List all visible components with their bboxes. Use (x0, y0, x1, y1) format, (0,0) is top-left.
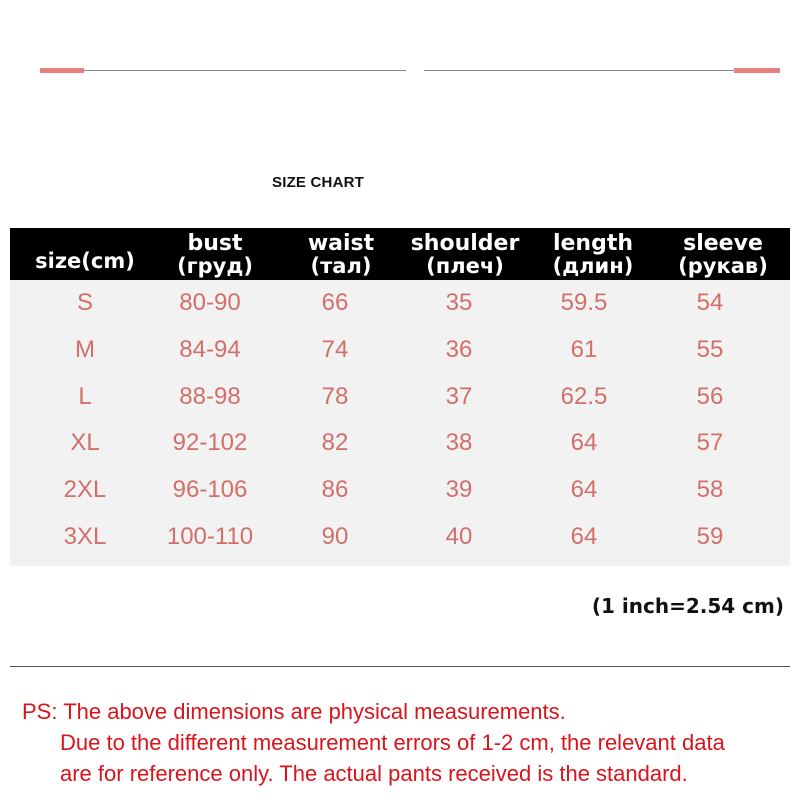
header-waist-ru: (тал) (310, 254, 372, 278)
cell-size: 2XL (63, 476, 107, 503)
cell-size: XL (70, 429, 100, 456)
table-header (10, 228, 790, 280)
cell-length: 64 (570, 429, 598, 456)
cell-size: M (75, 336, 95, 363)
ps-line-3: are for reference only. The actual pants received is the standard. (60, 761, 688, 786)
table-row (10, 280, 790, 326)
cell-sleeve: 58 (696, 476, 724, 503)
cell-length: 59.5 (560, 289, 608, 316)
header-sleeve (658, 228, 788, 280)
header-sleeve-ru: (рукав) (678, 254, 768, 278)
cell-waist: 90 (321, 523, 349, 550)
header-shoulder-ru: (плеч) (426, 254, 504, 278)
decor-bar-left (40, 68, 84, 73)
header-length (528, 228, 658, 280)
cell-bust: 92-102 (172, 429, 248, 456)
table-row (10, 467, 790, 513)
cell-shoulder: 36 (445, 336, 473, 363)
table-row (10, 420, 790, 466)
cell-size: S (76, 289, 93, 316)
header-waist-en: waist (307, 231, 375, 256)
cell-sleeve: 55 (696, 336, 724, 363)
header-length-en: length (552, 231, 634, 256)
cell-length: 62.5 (560, 383, 608, 410)
cell-length: 61 (570, 336, 598, 363)
inch-conversion-note: (1 inch=2.54 cm) (591, 594, 784, 618)
cell-shoulder: 39 (445, 476, 473, 503)
decor-line-right (424, 70, 734, 71)
cell-shoulder: 35 (445, 289, 473, 316)
cell-size: L (78, 383, 92, 410)
header-shoulder (400, 228, 530, 280)
cell-waist: 78 (321, 383, 349, 410)
cell-bust: 84-94 (179, 336, 241, 363)
cell-bust: 96-106 (172, 476, 248, 503)
cell-sleeve: 57 (696, 429, 724, 456)
ps-note (22, 696, 792, 789)
decor-bar-right (734, 68, 780, 73)
cell-shoulder: 38 (445, 429, 473, 456)
cell-waist: 74 (321, 336, 349, 363)
header-shoulder-en: shoulder (410, 231, 520, 256)
header-bust-ru: (груд) (177, 254, 253, 278)
header-length-ru: (длин) (552, 254, 634, 278)
cell-length: 64 (570, 523, 598, 550)
ps-prefix: PS: (22, 699, 58, 724)
cell-sleeve: 56 (696, 383, 724, 410)
cell-bust: 88-98 (179, 383, 241, 410)
ps-line-2: Due to the different measurement errors of 1-2 cm, the relevant data (60, 730, 725, 755)
section-divider (10, 666, 790, 667)
cell-shoulder: 37 (445, 383, 473, 410)
cell-size: 3XL (63, 523, 107, 550)
header-bust-en: bust (187, 231, 243, 256)
cell-bust: 100-110 (166, 523, 254, 550)
size-table (10, 228, 790, 566)
ps-text-1: The above dimensions are physical measurements. (63, 699, 566, 724)
table-row (10, 374, 790, 420)
table-row (10, 514, 790, 560)
size-chart-title: SIZE CHART (272, 174, 364, 191)
cell-bust: 80-90 (179, 289, 241, 316)
header-bust (150, 228, 280, 280)
cell-length: 64 (570, 476, 598, 503)
table-row (10, 327, 790, 373)
cell-waist: 86 (321, 476, 349, 503)
cell-waist: 82 (321, 429, 349, 456)
header-waist (276, 228, 406, 280)
decor-line-left (84, 70, 406, 71)
ps-line-1 (22, 696, 792, 727)
cell-shoulder: 40 (445, 523, 473, 550)
cell-waist: 66 (321, 289, 349, 316)
header-sleeve-en: sleeve (683, 231, 763, 256)
cell-sleeve: 54 (696, 289, 724, 316)
cell-sleeve: 59 (696, 523, 724, 550)
header-size (20, 228, 150, 280)
header-size-label: size(cm) (35, 249, 135, 273)
